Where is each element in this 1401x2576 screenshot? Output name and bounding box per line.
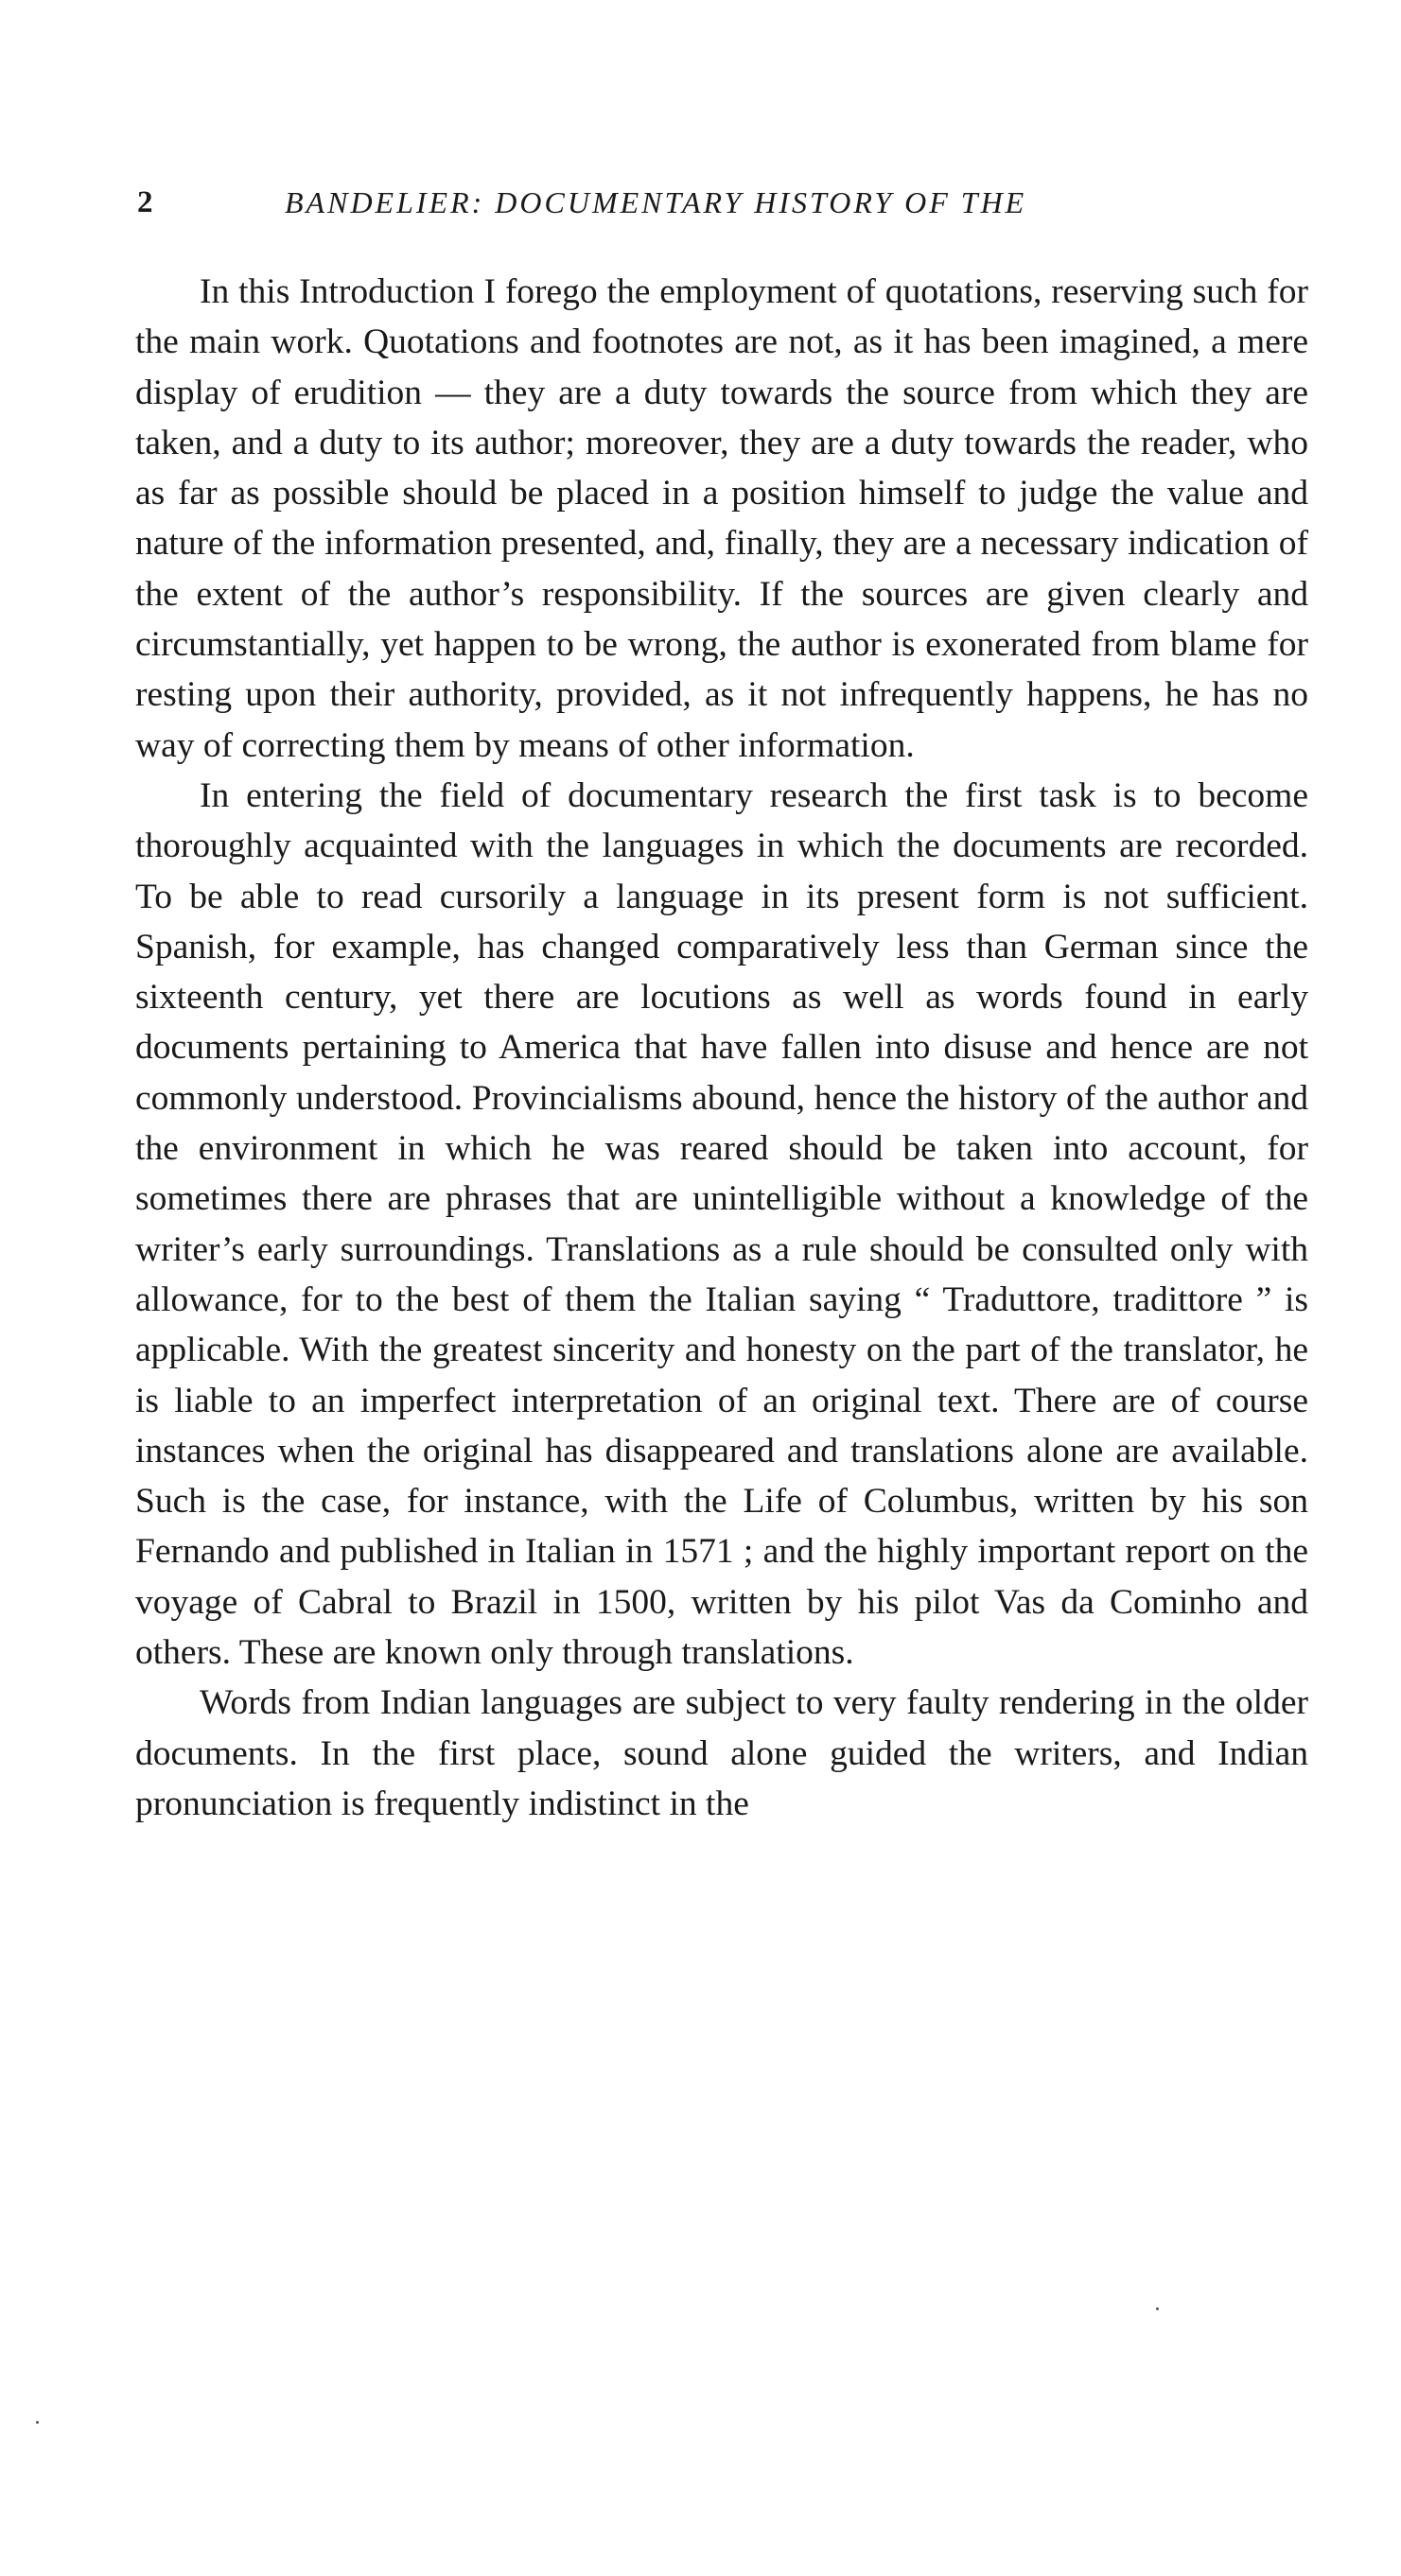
page-number: 2	[137, 185, 153, 219]
body-text	[135, 267, 1308, 1829]
running-head	[137, 182, 1272, 223]
paper-speck	[1156, 2307, 1159, 2310]
paragraph-indian-words: Words from Indian languages are subject to very faulty rendering in the older documents. In the first place, sound alone guided the writers, and Indian pronunciation is frequently indistinct in the	[135, 1683, 1308, 1823]
paragraph-languages: In entering the field of documentary research the first task is to become thoroughly acquainted with the languages in which the documents are recorded. To be able to read cursorily a language in its present form is not sufficient. Spanish, for example, has changed comparatively less than German since the sixteenth century, yet there are locutions as well as words found in early documents pertaining to America that have fallen into disuse and hence are not commonly understood. Provincialisms abound, hence the history of the author and the environment in which he was reared should be taken into account, for sometimes there are phrases that are unintelligible without a knowledge of the writer’s early surroundings. Translations as a rule should be consulted only with allowance, for to the best of them the Italian saying “ Traduttore, tradittore ” is applicable. With the greatest sincerity and honesty on the part of the translator, he is liable to an imperfect interpretation of an original text. There are of course instances when the original has disappeared and translations alone are available. Such is the case, for instance, with the Life of Columbus, written by his son Fernando and published in Italian in 1571 ; and the highly important report on the voyage of Cabral to Brazil in 1500, written by his pilot Vas da Cominho and others. These are known only through translations.	[135, 775, 1308, 1673]
running-title: BANDELIER: DOCUMENTARY HISTORY OF THE	[285, 185, 1027, 219]
paragraph-quotations: In this Introduction I forego the employment of quotations, reserving such for the main work. Quotations and footnotes are not, as it has been imagined, a mere display of erudition — they are a duty towards the source from which they are taken, and a duty to its author; moreover, they are a duty towards the reader, who as far as possible should be placed in a position himself to judge the value and nature of the information presented, and, finally, they are a necessary indication of the extent of the author’s responsibility. If the sources are given clearly and circumstantially, yet happen to be wrong, the author is exonerated from blame for resting upon their authority, provided, as it not infrequently happens, he has no way of correcting them by means of other information.	[135, 272, 1308, 765]
paper-speck	[36, 2421, 39, 2424]
